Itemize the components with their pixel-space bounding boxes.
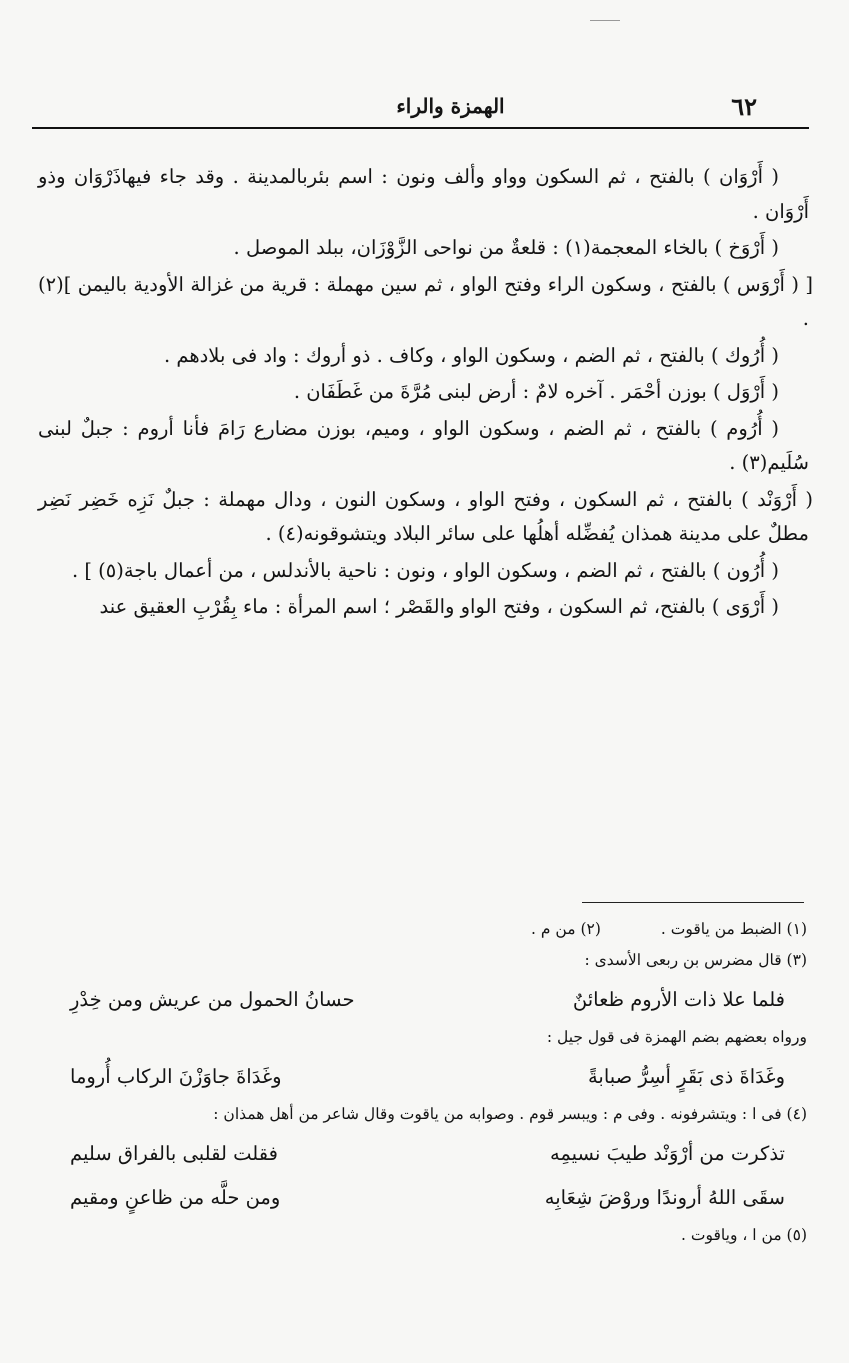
entry-arwakh: ( أَرْوَخ ) بالخاء المعجمة(١) : قلعةٌ من نواحى الزَّوْزَان، ببلد الموصل . (233, 236, 779, 259)
page-header (32, 92, 809, 126)
footnote-4: (٤) فى ا : ويتشرفونه . وفى م : ويبسر قوم . وصوابه من ياقوت وقال شاعر من أهل همذان : (213, 1105, 807, 1123)
header-rule (32, 127, 809, 129)
footnote-rule (582, 902, 804, 903)
entry-arwas: [ ( أَرْوَس ) بالفتح ، وسكون الراء وفتح الواو ، ثم سين مهملة : قرية من غزالة الأودية باليمن ](٢) . (38, 272, 813, 330)
verse-hemistich: وغَدَاةَ جاوَزْنَ الركاب أُروما (70, 1065, 282, 1088)
dictionary-entries (38, 160, 813, 627)
footnotes (62, 914, 807, 1251)
footnote-3: (٣) قال مضرس بن ربعى الأسدى : (584, 951, 807, 969)
verse-hemistich: تذكرت من أرْوَنْد طيبَ نسيمِه (549, 1142, 785, 1165)
verse-hemistich: فلما علا ذات الأروم ظعائنٌ (572, 988, 785, 1011)
running-head: الهمزة والراء (396, 94, 505, 118)
verse-line (62, 1057, 807, 1097)
footnote-1-2 (62, 914, 807, 945)
page-number: ٦٢ (731, 92, 757, 121)
entry-arum: ( أُرُوم ) بالفتح ، ثم الضم ، وسكون الواو ، وميم، بوزن مضارع رَامَ فأنا أروم : جبلٌ لبنى سُلَيم(٣) . (38, 416, 809, 474)
entry-aruk: ( أُرُوك ) بالفتح ، ثم الضم ، وسكون الواو ، وكاف . ذو أروك : واد فى بلادهم . (163, 343, 779, 367)
footnote-3-variant: ورواه بعضهم بضم الهمزة فى قول جيل : (546, 1028, 807, 1046)
verse-line (62, 1178, 807, 1218)
footnote-2: (٢) من م . (531, 920, 601, 938)
scan-mark (590, 20, 620, 21)
footnote-1: (١) الضبط من ياقوت . (660, 920, 807, 938)
verse-hemistich: حسانُ الحمول من عريش ومن خِدْرِ (70, 988, 355, 1011)
entry-arwal: ( أَرْوَل ) بوزن أحْمَر . آخره لامٌ : أرض لبنى مُرَّةَ من غَطَفَان . (293, 380, 779, 403)
verse-hemistich: ومن حلَّه من ظاعنٍ ومقيم (70, 1186, 281, 1209)
footnote-5: (٥) من ا ، وياقوت . (681, 1226, 807, 1244)
entry-arwand: ( أَرْوَنْد ) بالفتح ، ثم السكون ، وفتح الواو ، وسكون النون ، ودال مهملة : جبلٌ نَزِه خَضِر نَضِر مطلٌ على مدينة همذان يُفضِّله أهلُها على سائر البلاد ويتشوقونه(٤) . (38, 487, 813, 545)
verse-hemistich: سقَى اللهُ أروندًا وروْضَ شِعَابِه (544, 1186, 785, 1209)
entry-arwa: ( أَرْوَى ) بالفتح، ثم السكون ، وفتح الواو والقَصْر ؛ اسم المرأة : ماء بِقُرْبِ العقيق عند (99, 595, 779, 618)
verse-line (62, 980, 807, 1020)
verse-line (62, 1134, 807, 1174)
entry-arwan: ( أَرْوَان ) بالفتح ، ثم السكون وواو وألف ونون : اسم بئربالمدينة . وقد جاء فيهاذَرْوَان وذو أَرْوَان . (38, 165, 809, 223)
entry-arun: ( أُرُون ) بالفتح ، ثم الضم ، وسكون الواو ، ونون : ناحية بالأندلس ، من أعمال باجة(٥) ] . (71, 558, 779, 582)
verse-hemistich: فقلت لقلبى بالفراق سليم (70, 1142, 278, 1165)
verse-hemistich: وغَدَاةَ ذى بَقَرٍ أسِرُّ صبابةً (587, 1065, 785, 1088)
